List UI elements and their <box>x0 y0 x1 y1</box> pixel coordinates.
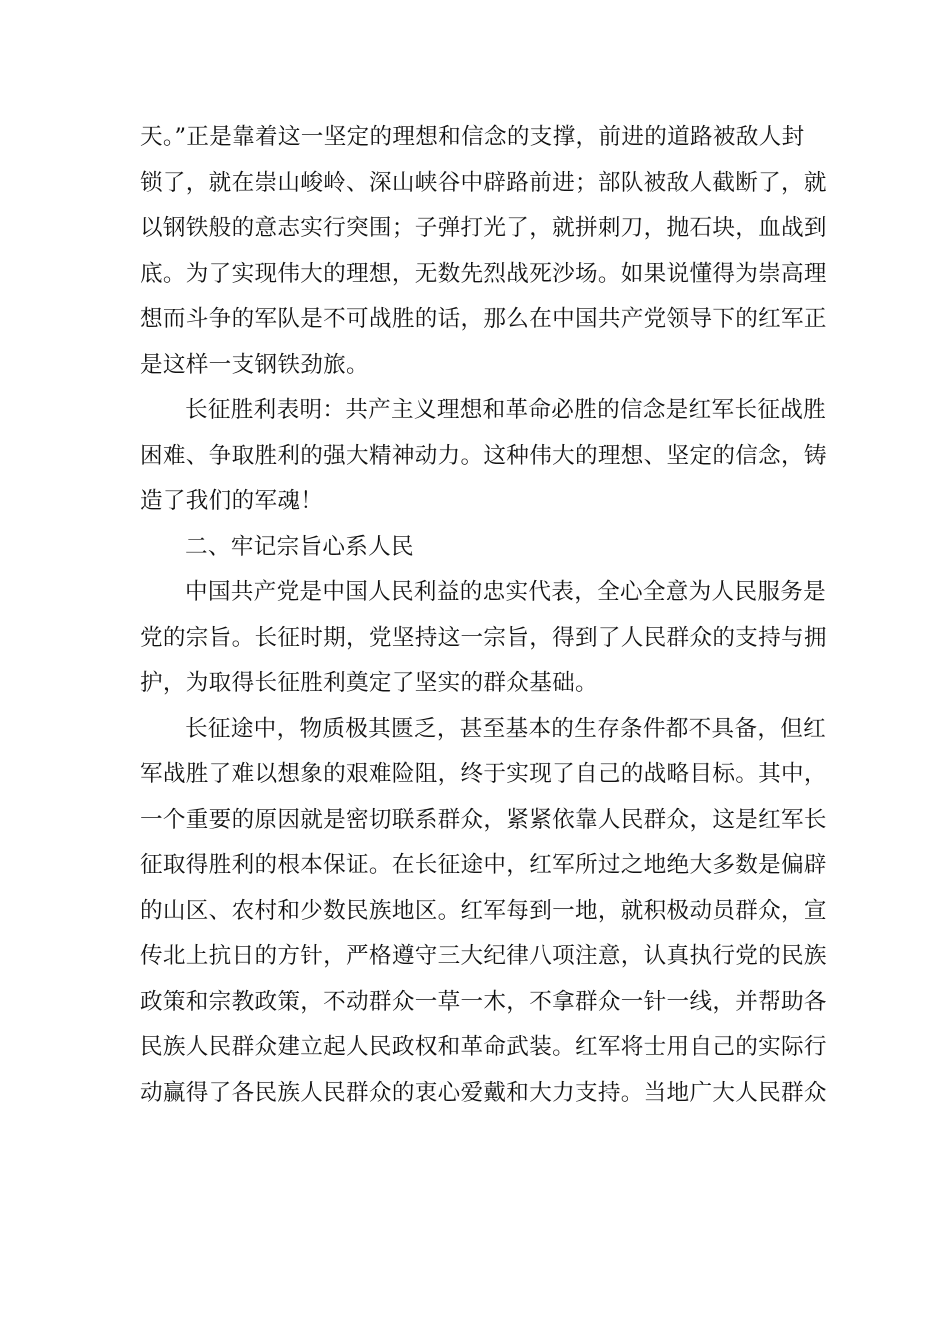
body-text <box>140 115 827 1116</box>
text-line: 动赢得了各民族人民群众的衷心爱戴和大力支持。当地广大人民群众 <box>140 1079 827 1106</box>
text-line: 造了我们的军魂！ <box>140 488 324 514</box>
text-line: 以钢铁般的意志实行突围；子弹打光了，就拼刺刀，抛石块，血战到 <box>140 215 827 241</box>
text-line: 护，为取得长征胜利奠定了坚实的群众基础。 <box>140 670 598 696</box>
text-line: 想而斗争的军队是不可战胜的话，那么在中国共产党领导下的红军正 <box>140 306 827 332</box>
text-line: 天。”正是靠着这一坚定的理想和信念的支撑，前进的道路被敌人封 <box>140 124 805 150</box>
text-line: 困难、争取胜利的强大精神动力。这种伟大的理想、坚定的信念，铸 <box>140 442 827 469</box>
text-line: 底。为了实现伟大的理想，无数先烈战死沙场。如果说懂得为崇高理 <box>140 260 827 287</box>
text-line: 军战胜了难以想象的艰难险阻，终于实现了自己的战略目标。其中， <box>140 761 827 787</box>
text-line: 一个重要的原因就是密切联系群众，紧紧依靠人民群众，这是红军长 <box>140 806 827 833</box>
text-line: 传北上抗日的方针，严格遵守三大纪律八项注意，认真执行党的民族 <box>140 943 827 969</box>
text-line: 锁了，就在崇山峻岭、深山峡谷中辟路前进；部队被敌人截断了，就 <box>140 169 827 196</box>
text-line: 的山区、农村和少数民族地区。红军每到一地，就积极动员群众，宣 <box>140 897 827 924</box>
paragraph-start-line: 中国共产党是中国人民利益的忠实代表，全心全意为人民服务是 <box>185 579 827 605</box>
paragraph-start-line: 长征胜利表明：共产主义理想和革命必胜的信念是红军长征战胜 <box>185 397 827 423</box>
text-line: 党的宗旨。长征时期，党坚持这一宗旨，得到了人民群众的支持与拥 <box>140 624 827 651</box>
text-line: 征取得胜利的根本保证。在长征途中，红军所过之地绝大多数是偏辟 <box>140 852 827 878</box>
text-line: 是这样一支钢铁劲旅。 <box>140 351 369 378</box>
section-heading: 二、牢记宗旨心系人民 <box>185 533 414 560</box>
text-line: 民族人民群众建立起人民政权和革命武装。红军将士用自己的实际行 <box>140 1034 827 1060</box>
text-line: 政策和宗教政策，不动群众一草一木，不拿群众一针一线，并帮助各 <box>140 988 827 1015</box>
paragraph-start-line: 长征途中，物质极其匮乏，甚至基本的生存条件都不具备，但红 <box>185 715 827 742</box>
